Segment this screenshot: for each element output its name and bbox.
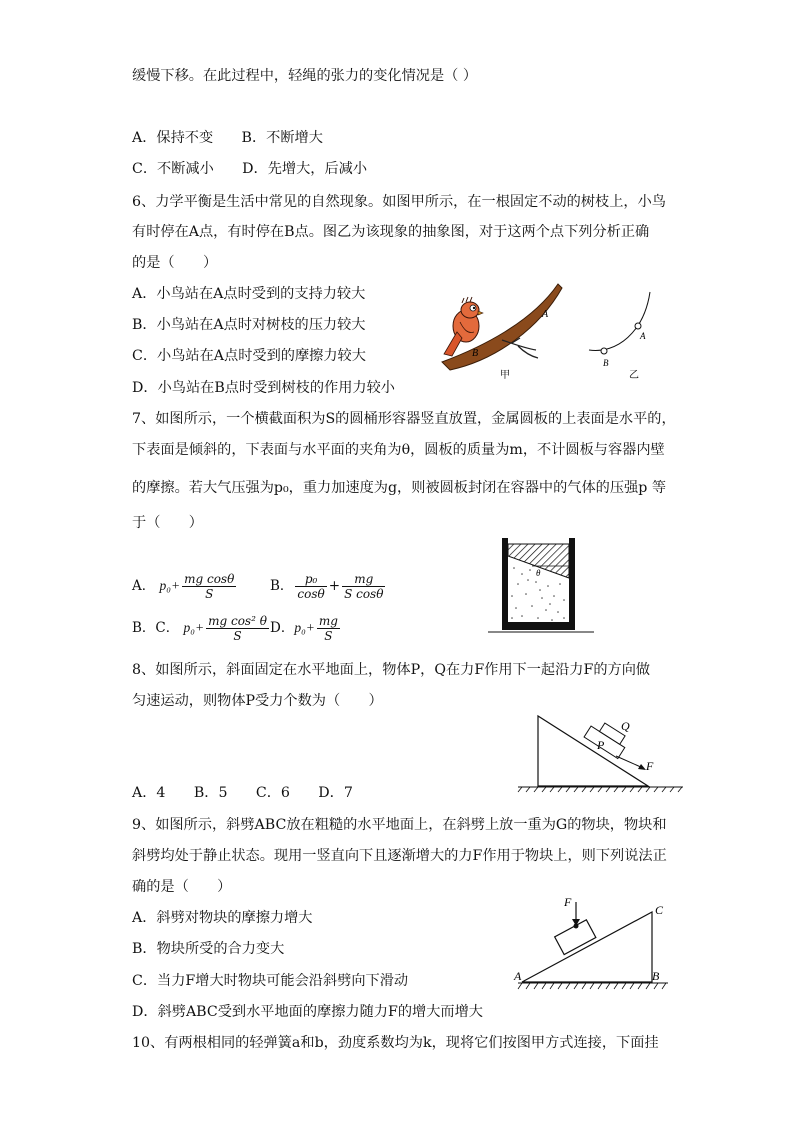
q7-option-d: D．p₀+ $\frac{mg}{S}$ [270,614,338,643]
q8-incline-figure [508,708,688,794]
label-f: F [564,895,572,909]
label-f: F [646,759,654,773]
q9-stem-3: 确的是（ ） [132,879,232,895]
fraction: $\frac{mg}{S}$ [318,614,338,643]
q7-stem-3: 的摩擦。若大气压强为p₀，重力加速度为g，则被圆板封闭在容器中的气体的压强p 等 [132,480,667,496]
question-5-tail: 缓慢下移。在此过程中，轻绳的张力的变化情况是（ ） [132,68,478,84]
q7-stem-4: 于（ ） [132,515,203,531]
q7-stem-2: 下表面是倾斜的，下表面与水平面的夹角为θ，圆板的质量为m，不计圆板与容器内壁 [132,442,665,458]
label-a: A [514,969,522,983]
label-p: P [597,738,605,752]
q6-option-d: D．小鸟站在B点时受到树枝的作用力较小 [132,380,395,396]
q9-option-c: C．当力F增大时物块可能会沿斜劈向下滑动 [132,973,409,989]
label-c: C [655,903,664,917]
q9-stem-2: 斜劈均处于静止状态。现用一竖直向下且逐渐增大的力F作用于物块上，则下列说法正 [132,848,667,864]
fraction: $\frac{\text{p₀}}{\cos\theta}$ [297,572,325,601]
theta-label: θ [536,568,541,578]
q6-stem-1: 6、力学平衡是生活中常见的自然现象。如图甲所示，在一根固定不动的树枝上，小鸟 [132,194,666,210]
figure-label-jia: 甲 [500,370,510,381]
q9-wedge-figure [512,892,672,992]
container-right-wall [569,538,575,630]
q7-option-b: B． $\frac{\text{p₀}}{\cos\theta}$ + $\frac{mg}{\text{S cosθ}}$ [270,572,384,601]
ground-hatch [518,787,682,792]
q7-option-a: A． p₀+ $\frac{\text{mg cosθ}}{S}$ [132,572,235,601]
fraction: $\frac{mg}{\text{S cosθ}}$ [344,572,384,601]
abstract-a-label: A [640,331,646,341]
force-f-arrow [616,756,643,768]
q6-option-a: A．小鸟站在A点时受到的支持力较大 [132,286,366,302]
q10-stem-1: 10、有两根相同的轻弹簧a和b，劲度系数均为k，现将它们按图甲方式连接，下面挂 [132,1035,659,1051]
q9-option-d: D．斜劈ABC受到水平地面的摩擦力随力F的增大而增大 [132,1004,483,1020]
q6-stem-2: 有时停在A点，有时停在B点。图乙为该现象的抽象图，对于这两个点下列分析正确 [132,224,650,240]
fraction: $\frac{\text{mg cos² θ}}{S}$ [208,614,267,643]
q6-option-c: C．小鸟站在A点时受到的摩擦力较大 [132,348,366,364]
container-left-wall [502,538,508,630]
q7-container-figure [488,534,596,638]
q8-stem-1: 8、如图所示，斜面固定在水平地面上，物体P，Q在力F作用下一起沿力F的方向做 [132,662,651,678]
fraction: $\frac{\text{mg cosθ}}{S}$ [184,572,235,601]
q5-option-cd: C．不断减小 D．先增大，后减小 [132,161,368,177]
q7-option-c: B．C． p₀+ $\frac{\text{mg cos² θ}}{S}$ [132,614,267,643]
incline [538,716,648,786]
q8-stem-2: 匀速运动，则物体P受力个数为（ ） [132,693,383,709]
q6-stem-3: 的是（ ） [132,255,218,271]
container-bottom [502,622,575,630]
q9-stem-1: 9、如图所示，斜劈ABC放在粗糙的水平地面上，在斜劈上放一重为G的物块，物块和 [132,817,667,833]
abstract-b-label: B [603,358,609,368]
point-a-circle [635,323,641,329]
label-q: Q [621,719,630,733]
point-b-circle [601,348,607,354]
point-a-label: A [542,309,549,320]
label-b: B [652,969,660,983]
ground-hatch [518,983,666,989]
point-b-label: B [472,348,479,359]
q7-stem-1: 7、如图所示，一个横截面积为S的圆桶形容器竖直放置，金属圆板的上表面是水平的， [132,411,676,427]
q9-option-b: B．物块所受的合力变大 [132,941,285,957]
figure-label-yi: 乙 [629,370,639,381]
q6-option-b: B．小鸟站在A点时对树枝的压力较大 [132,317,366,333]
q6-figure [432,282,672,382]
q9-option-a: A．斜劈对物块的摩擦力增大 [132,910,313,926]
q5-option-ab: A．保持不变 B．不断增大 [132,130,323,146]
abstract-arc [589,292,650,350]
q8-options: A．4 B．5 C．6 D．7 [132,785,353,801]
